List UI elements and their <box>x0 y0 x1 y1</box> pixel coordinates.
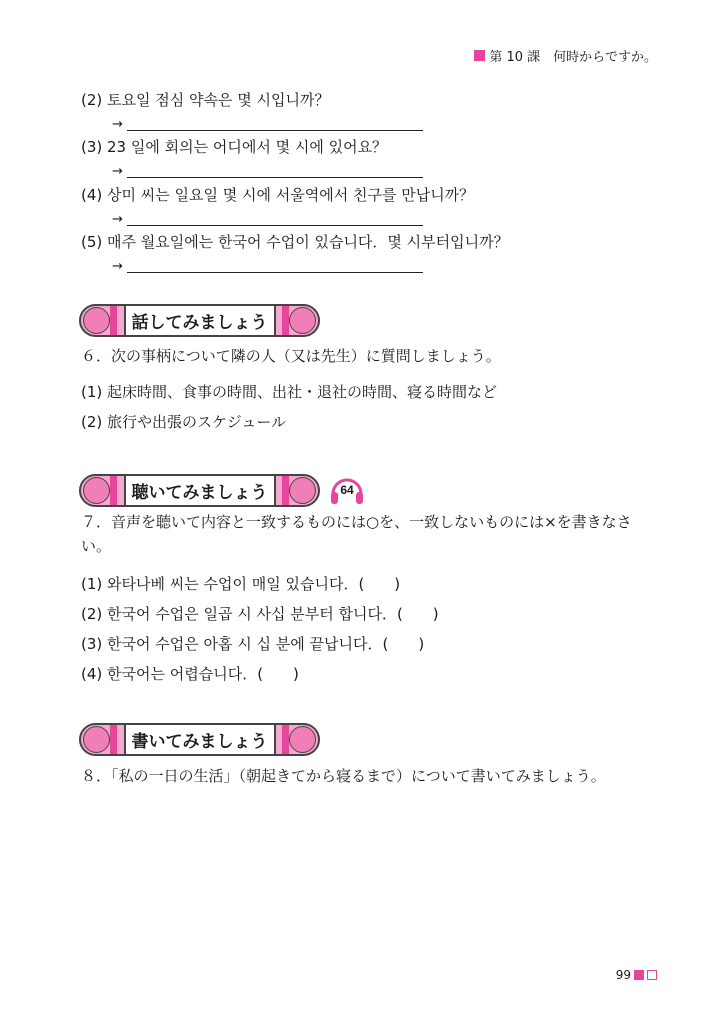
page-number: 99 <box>615 968 631 982</box>
listen-item-1: (1) 와타나베 씨는 수업이 매일 있습니다．( ) <box>81 575 401 593</box>
answer-line-5 <box>112 255 423 273</box>
banner-strip <box>282 476 289 505</box>
listen-item-3: (3) 한국어 수업은 아홉 시 십 분에 끝납니다．( ) <box>81 635 425 653</box>
question-8: ８．「私の一日の生活」（朝起きてから寝るまで）について書いてみましょう。 <box>81 767 606 785</box>
section-title-write: 書いてみましょう <box>124 725 276 754</box>
section-title-speak: 話してみましょう <box>124 306 276 335</box>
section-banner-speak <box>79 304 320 337</box>
header-square-icon <box>474 50 485 61</box>
question-6: ６．次の事柄について隣の人（又は先生）に質問しましょう。 <box>81 347 501 365</box>
banner-strip <box>110 476 117 505</box>
review-question-3: (3) 23 일에 회의는 어디에서 몇 시에 있어요？ <box>81 138 388 156</box>
banner-strip <box>110 725 117 754</box>
arrow-icon: → <box>112 259 123 274</box>
answer-blank <box>127 213 423 226</box>
listen-item-4: (4) 한국어는 어렵습니다．( ) <box>81 665 299 683</box>
review-question-2: (2) 토요일 점심 약속은 몇 시입니까？ <box>81 91 330 109</box>
banner-left-circle <box>83 477 110 504</box>
banner-strip <box>282 725 289 754</box>
listen-item-2: (2) 한국어 수업은 일곱 시 사십 분부터 합니다．( ) <box>81 605 439 623</box>
speak-item-2: (2) 旅行や出張のスケジュール <box>81 413 287 431</box>
speak-item-1: (1) 起床時間、食事の時間、出社・退社の時間、寝る時間など <box>81 383 498 401</box>
banner-left-circle <box>83 307 110 334</box>
answer-line-2 <box>112 113 423 131</box>
answer-blank <box>127 118 423 131</box>
banner-right-circle <box>289 307 316 334</box>
answer-blank <box>127 260 423 273</box>
question-7: ７．音声を聴いて内容と一致するものには○を、一致しないものには×を書きなさい。 <box>81 513 632 555</box>
review-question-4: (4) 상미 씨는 일요일 몇 시에 서울역에서 친구를 만납니까？ <box>81 186 475 204</box>
answer-blank <box>127 165 423 178</box>
banner-right-circle <box>289 726 316 753</box>
section-title-listen: 聴いてみましょう <box>124 476 276 505</box>
arrow-icon: → <box>112 212 123 227</box>
arrow-icon: → <box>112 164 123 179</box>
banner-right-circle <box>289 477 316 504</box>
headphones-icon[interactable] <box>329 472 365 508</box>
section-banner-listen <box>79 474 320 507</box>
page-footer <box>616 968 657 982</box>
chapter-header <box>474 46 657 65</box>
answer-line-4 <box>112 208 423 226</box>
section-banner-write <box>79 723 320 756</box>
arrow-icon: → <box>112 117 123 132</box>
footer-empty-square-icon <box>647 970 657 980</box>
track-number: 64 <box>340 483 354 497</box>
banner-strip <box>282 306 289 335</box>
banner-left-circle <box>83 726 110 753</box>
chapter-title: 第 10 課 何時からですか。 <box>489 50 657 65</box>
answer-line-3 <box>112 160 423 178</box>
footer-filled-square-icon <box>634 970 644 980</box>
review-question-5: (5) 매주 월요일에는 한국어 수업이 있습니다．몇 시부터입니까？ <box>81 233 509 251</box>
banner-strip <box>110 306 117 335</box>
